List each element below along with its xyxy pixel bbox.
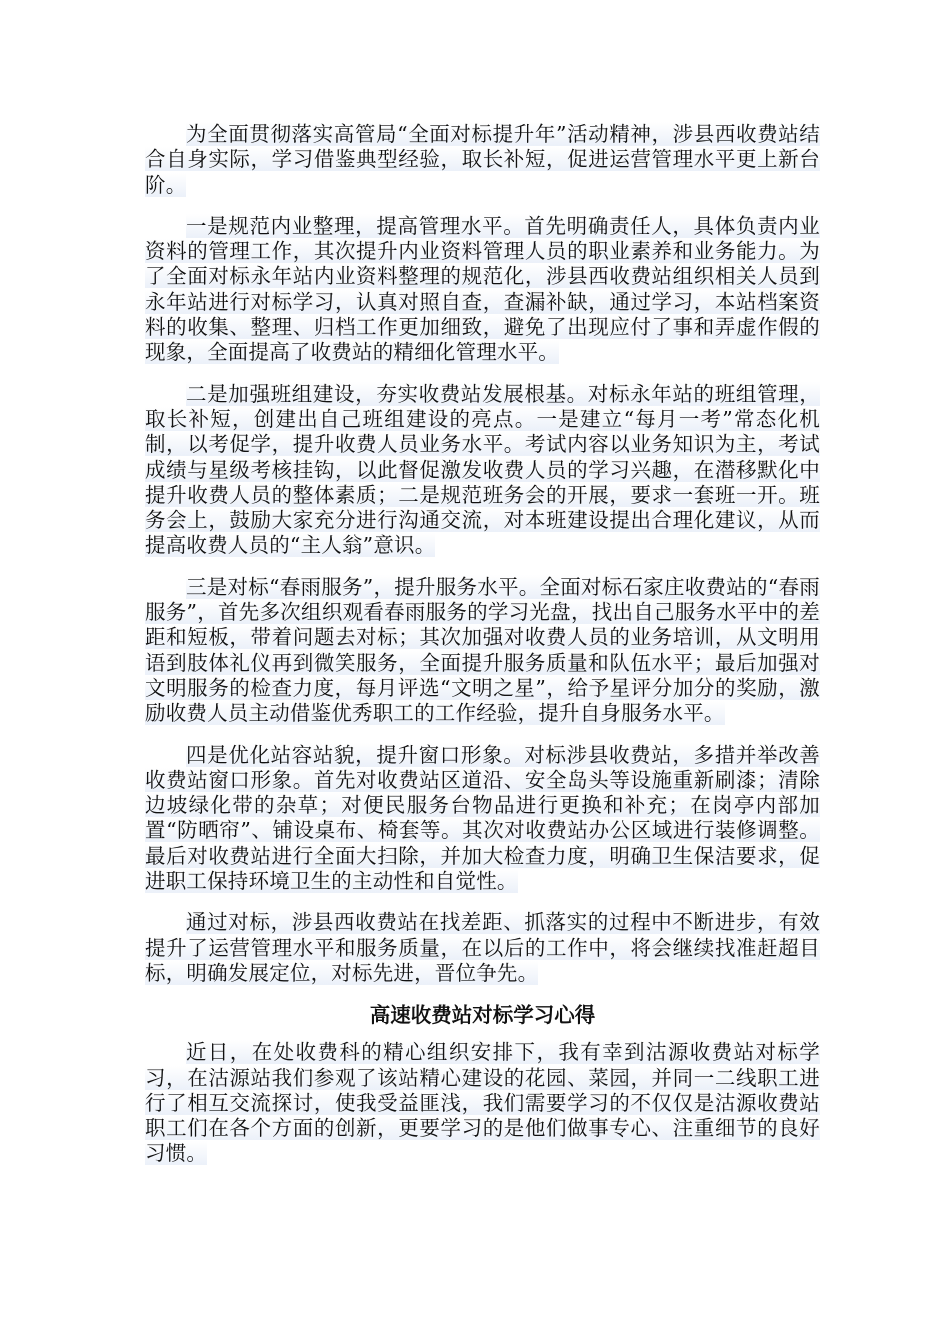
paragraph-intro [145,122,820,198]
section-title: 高速收费站对标学习心得 [369,1003,596,1028]
paragraph-station-appearance [145,743,820,895]
paragraph-internal-records [145,214,820,366]
paragraph-conclusion [145,910,820,986]
paragraph-team-building-text: 二是加强班组建设，夯实收费站发展根基。对标永年站的班组管理，取长补短，创建出自己班组建设的亮点。一是建立“每月一考”常态化机制，以考促学，提升收费人员业务水平。考试内容以业务知识为主，考试成绩与星级考核挂钩，以此督促激发收费人员的学习兴趣，在潜移默化中提升收费人员的整体素质；二是规范班务会的开展，要求一套班一开。班务会上，鼓励大家充分进行沟通交流，对本班建设提出合理化建议，从而提高收费人员的“主人翁”意识。 [145,381,820,558]
paragraph-spring-rain-service-text: 三是对标“春雨服务”，提升服务水平。全面对标石家庄收费站的“春雨服务”，首先多次组织观看春雨服务的学习光盘，找出自己服务水平中的差距和短板，带着问题去对标；其次加强对收费人员的业务培训，从文明用语到肢体礼仪再到微笑服务，全面提升服务质量和队伍水平；最后加强对文明服务的检查力度，每月评选“文明之星”，给予星评分加分的奖励，激励收费人员主动借鉴优秀职工的工作经验，提升自身服务水平。 [145,574,820,726]
paragraph-conclusion-text: 通过对标，涉县西收费站在找差距、抓落实的过程中不断进步，有效提升了运营管理水平和服务质量，在以后的工作中，将会继续找准赶超目标，明确发展定位，对标先进，晋位争先。 [145,910,820,985]
paragraph-intro-text: 为全面贯彻落实高管局“全面对标提升年”活动精神，涉县西收费站结合自身实际，学习借鉴典型经验，取长补短，促进运营管理水平更上新台阶。 [145,122,820,197]
paragraph-station-appearance-text: 四是优化站容站貌，提升窗口形象。对标涉县收费站，多措并举改善收费站窗口形象。首先对收费站区道沿、安全岛头等设施重新刷漆；清除边坡绿化带的杂草；对便民服务台物品进行更换和补充；在岗亭内部加置“防晒帘”、铺设桌布、椅套等。其次对收费站办公区域进行装修调整。最后对收费站进行全面大扫除，并加大检查力度，明确卫生保洁要求，促进职工保持环境卫生的主动性和自觉性。 [145,742,820,894]
paragraph-learning-notes [145,1040,820,1166]
paragraph-internal-records-text: 一是规范内业整理，提高管理水平。首先明确责任人，具体负责内业资料的管理工作，其次提升内业资料管理人员的职业素养和业务能力。为了全面对标永年站内业资料整理的规范化，涉县西收费站组织相关人员到永年站进行对标学习，认真对照自查，查漏补缺，通过学习，本站档案资料的收集、整理、归档工作更加细致，避免了出现应付了事和弄虚作假的现象，全面提高了收费站的精细化管理水平。 [145,213,820,365]
document-body [145,122,820,1183]
paragraph-spring-rain-service [145,575,820,727]
paragraph-learning-notes-text: 近日，在处收费科的精心组织安排下，我有幸到沽源收费站对标学习，在沽源站我们参观了该站精心建设的花园、菜园，并同一二线职工进行了相互交流探讨，使我受益匪浅，我们需要学习的不仅仅是沽源收费站职工们在各个方面的创新，更要学习的是他们做事专心、注重细节的良好习惯。 [145,1040,820,1166]
paragraph-team-building [145,382,820,559]
